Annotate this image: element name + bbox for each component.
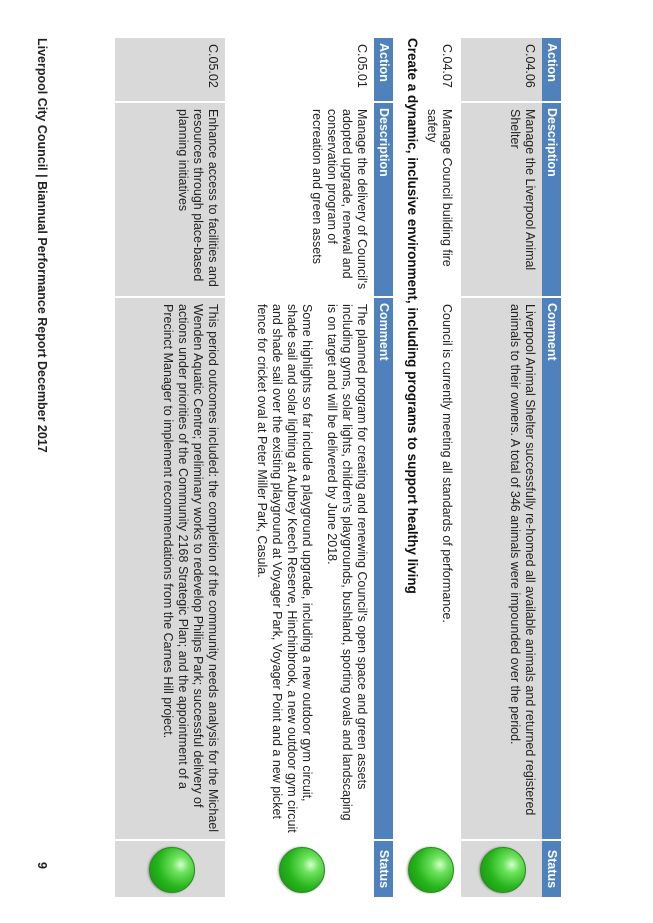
report-footer-title: Liverpool City Council | Biannual Performance Report December 2017 <box>35 38 49 453</box>
table-row <box>226 38 374 898</box>
actions-table-c05 <box>113 38 393 899</box>
comment-paragraph: The planned program for creating and renewing Council's open space and green assets including gyms, solar lights, children's playgrounds, bushland, sporting ovals and landscaping is on target and will be delivered by June 2018. <box>325 304 369 821</box>
status-cell <box>226 840 374 898</box>
action-description: Manage Council building fire safety <box>398 102 460 297</box>
action-comment <box>226 297 374 840</box>
status-green-indicator-icon <box>408 847 454 893</box>
header-comment: Comment <box>542 297 561 840</box>
table-row <box>114 38 226 898</box>
header-status: Status <box>542 840 561 898</box>
action-code: C.05.02 <box>114 38 226 102</box>
action-comment: Liverpool Animal Shelter successfully re-homed all available animals and returned registered animals to their owners. A total of 346 animals were impounded over the period. <box>460 297 542 840</box>
header-description: Description <box>542 102 561 297</box>
table-row <box>460 38 542 898</box>
header-comment: Comment <box>374 297 393 840</box>
action-code: C.05.01 <box>226 38 374 102</box>
action-code: C.04.06 <box>460 38 542 102</box>
action-description: Manage the delivery of Council's adopted upgrade, renewal and conservation program of recreation and green assets <box>226 102 374 297</box>
comment-paragraph: This period outcomes included: the completion of the community needs analysis for the Michael Wenden Aquatic Centre; preliminary works to redevelop Philips Park; successful delivery of actions under priorities of the Community 2168 Strategic Plan; and the appointment of a Precinct Manager to implement recommendations from the Carnes Hill project. <box>161 304 220 833</box>
status-green-indicator-icon <box>149 847 195 893</box>
status-green-indicator-icon <box>280 847 326 893</box>
page-number: 9 <box>35 862 49 869</box>
header-status: Status <box>374 840 393 898</box>
status-cell <box>398 840 460 898</box>
actions-table-c04 <box>397 38 561 899</box>
status-cell <box>460 840 542 898</box>
section-heading: Create a dynamic, inclusive environment, including programs to support healthy living <box>405 38 420 594</box>
action-comment: Council is currently meeting all standards of performance. <box>398 297 460 840</box>
status-cell <box>114 840 226 898</box>
table-header-row <box>542 38 561 898</box>
action-description: Manage the Liverpool Animal Shelter <box>460 102 542 297</box>
action-description: Enhance access to facilities and resources through place-based planning initiatives <box>114 102 226 297</box>
action-comment <box>114 297 226 840</box>
header-action: Action <box>542 38 561 102</box>
comment-paragraph: Some highlights so far include a playground upgrade, including a new outdoor gym circuit, shade sail and solar lighting at Aubrey Keech Reserve, Hinchinbrook, a new outdoor gym circuit and shade sail over the existing playground at Voyager Park, Voyager Point and a new picket fence for cricket oval at Peter Miller Park, Casula. <box>255 304 314 833</box>
header-description: Description <box>374 102 393 297</box>
action-code: C.04.07 <box>398 38 460 102</box>
status-green-indicator-icon <box>481 847 527 893</box>
header-action: Action <box>374 38 393 102</box>
table-header-row <box>374 38 393 898</box>
